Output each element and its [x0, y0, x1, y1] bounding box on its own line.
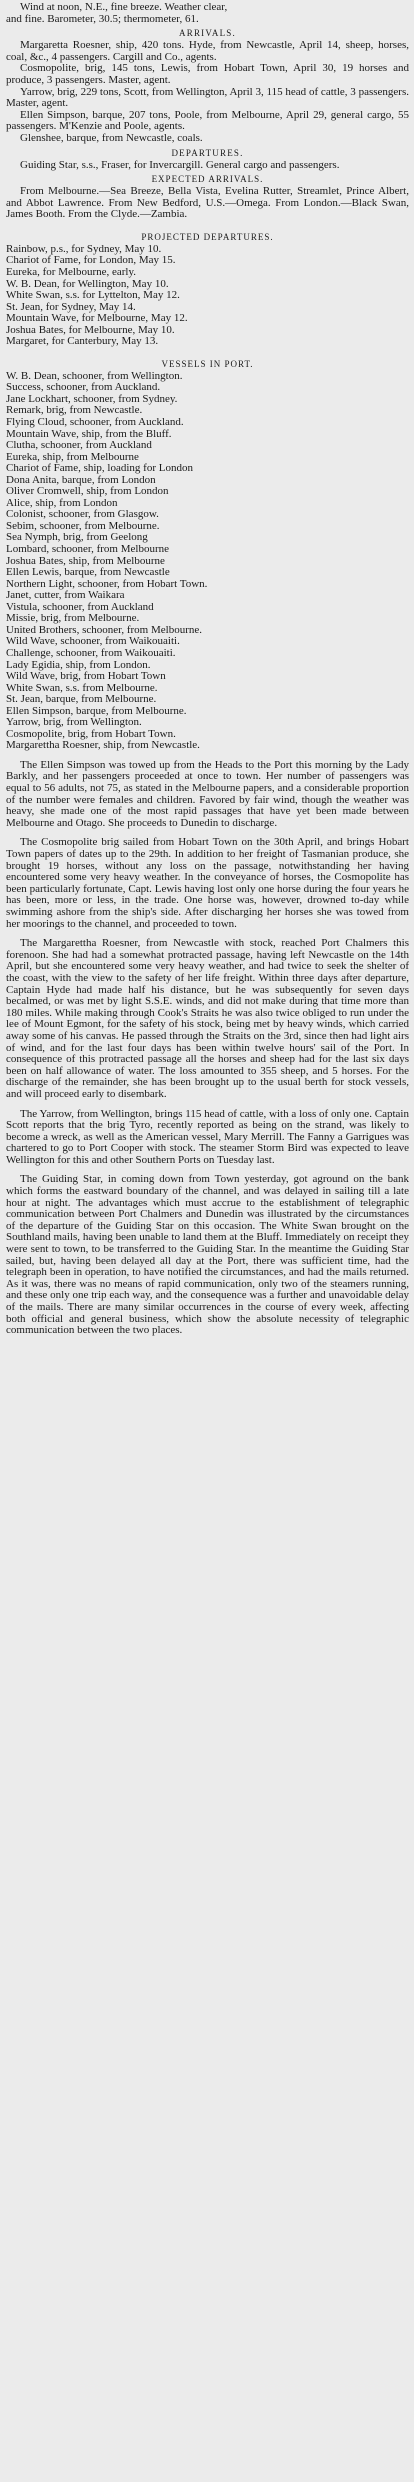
vessel-item: Wild Wave, brig, from Hobart Town [6, 671, 166, 683]
vessel-item: Sea Nymph, brig, from Geelong [6, 532, 148, 544]
arrival-entry: Glenshee, barque, from Newcastle, coals. [20, 131, 203, 144]
article-yarrow: The Yarrow, from Wellington, brings 115 head of cattle, with a loss of only one. Captain Scott reports that the brig Tyro, recently reported as being on the strand, was likely to become a wreck, as well as the American vessel, Mary Merrill. The Fanny a Garrigues was chartered to go to Port Cooper with stock. The steamer Storm Bird was expected to leave Wellington for this and other Southern Ports on Tuesday last. [6, 1107, 409, 1166]
article-guiding-star: The Guiding Star, in coming down from Town yesterday, got aground on the bank which forms the eastward boundary of the channel, and was delayed in sailing till a late hour at night. The advantages which must accrue to the establishment of telegraphic communication between Port Chalmers and Dunedin was illustrated by the circumstances of the departure of the Guiding Star on this occasion. The White Swan brought on the Southland mails, having been unable to land them at the Bluff. Immediately on receipt they were sent to town, to be transferred to the Guiding Star. In the meantime the Guiding Star sailed, but, having been delayed all day at the Port, there was sufficient time, had the telegraph been in operation, to have notified the circumstances, and had the mails returned. As it was, there was no means of rapid communication, only two of the steamers running, and these only one trip each way, and the consequence was a further and unavoidable delay of the mails. There are many similar occurrences in the course of every week, affecting both official and general business, which show the absolute necessity of telegraphic communication between the two places. [6, 1173, 409, 1337]
section-spacer [6, 221, 409, 229]
vessel-item: Dona Anita, barque, from London [6, 474, 156, 486]
departure-entry: Guiding Star, s.s., Fraser, for Invercargill. General cargo and passengers. [20, 158, 340, 171]
section-spacer [6, 348, 409, 356]
arrivals-heading: ARRIVALS. [179, 28, 236, 39]
vessel-item: Margarettha Roesner, ship, from Newcastle. [6, 740, 200, 752]
arrivals-list [6, 40, 409, 144]
vessel-item: United Brothers, schooner, from Melbourne. [6, 624, 202, 636]
vessel-item: Vistula, schooner, from Auckland [6, 601, 154, 613]
vessel-item: Ellen Simpson, barque, from Melbourne. [6, 705, 187, 717]
vessels-in-port-list [6, 371, 409, 752]
weather-report [6, 2, 409, 25]
article-margarettha-roesner: The Margarettha Roesner, from Newcastle with stock, reached Port Chalmers this forenoon. She had had a somewhat protracted passage, having left Newcastle on the 14th April, but she encountered some very heavy weather, and had twice to seek the shelter of the coast, with the view to the safety of her life freight. Within three days after departure, Captain Hyde had made half his distance, but he was subsequently for seven days becalmed, or was met by light S.S.E. winds, and did not make during that time more than 180 miles. While making through Cook's Straits he was also twice obliged to run under the lee of Mount Egmont, for the safety of his stock, being met by heavy winds, which carried away some of his canvas. He passed through the Straits on the 3rd, since then had light airs of wind, and for the last four days has been within twelve hours' sail of the Port. In consequence of this protracted passage all the horses and sheep had for the last six days been on half allowance of water. The loss amounted to 355 sheep, and 5 horses. For the discharge of the remainder, she has been brought up to the usual berth for stock vessels, and will proceed early to disembark. [6, 937, 409, 1100]
expected-arrivals-list [6, 186, 409, 221]
vessel-item: Mountain Wave, ship, from the Bluff. [6, 428, 172, 440]
shipping-news-articles [6, 760, 409, 1337]
vessel-item: Yarrow, brig, from Wellington. [6, 717, 142, 729]
vessel-item: Sebim, schooner, from Melbourne. [6, 520, 160, 532]
projected-departure-item: Joshua Bates, for Melbourne, May 10. [6, 324, 175, 336]
vessel-item: White Swan, s.s. from Melbourne. [6, 682, 158, 694]
arrival-entry: Cosmopolite, brig, 145 tons, Lewis, from Hobart Town, April 30, 19 horses and produce, 3 passengers. Master, agent. [6, 62, 409, 86]
expected-arrival-entry: From Melbourne.—Sea Breeze, Bella Vista, Evelina Rutter, Streamlet, Prince Albert, and Abbot Lawrence. From New Bedford, U.S.—Omega. From London.—Black Swan, James Booth. From the Clyde.—Zambia. [6, 185, 409, 221]
vessel-item: Oliver Cromwell, ship, from London [6, 486, 169, 498]
projected-departure-item: Eureka, for Melbourne, early. [6, 267, 137, 278]
vessel-item: Northern Light, schooner, from Hobart Town. [6, 578, 208, 590]
article-cosmopolite: The Cosmopolite brig sailed from Hobart Town on the 30th April, and brings Hobart Town papers of dates up to the 29th. In addition to her freight of Tasmanian produce, she brought 19 horses, without any loss on the passage, notwithstanding her having encountered some very heavy weather. In the conveyance of horses, the Cosmopolite has been particularly fortunate, Capt. Lewis having lost only one horse during the four years he has been, more or less, in the trade. One horse was, however, drowned to-day while swimming ashore from the ship's side. After discharging her horses she was towed from her moorings to the channel, and proceeded to town. [6, 836, 409, 930]
vessel-item: Joshua Bates, ship, from Melbourne [6, 555, 165, 567]
vessel-item: Clutha, schooner, from Auckland [6, 440, 152, 452]
departures-list [6, 160, 409, 172]
vessel-item: Ellen Lewis, barque, from Newcastle [6, 567, 170, 579]
arrival-entry: Ellen Simpson, barque, 207 tons, Poole, from Melbourne, April 29, general cargo, 55 passengers. M'Kenzie and Poole, agents. [6, 108, 409, 133]
projected-departure-item: Rainbow, p.s., for Sydney, May 10. [6, 243, 162, 255]
arrival-entry: Yarrow, brig, 229 tons, Scott, from Wellington, April 3, 115 head of cattle, 3 passengers. Master, agent. [6, 85, 409, 110]
projected-departures-heading: PROJECTED DEPARTURES. [141, 231, 274, 242]
vessel-item: Lady Egidia, ship, from London. [6, 659, 151, 671]
weather-line: and fine. Barometer, 30.5; thermometer, 61. [6, 13, 199, 25]
projected-departure-item: Mountain Wave, for Melbourne, May 12. [6, 313, 188, 325]
projected-departure-item: White Swan, s.s. for Lyttelton, May 12. [6, 290, 180, 302]
vessel-item: Success, schooner, from Auckland. [6, 382, 161, 394]
projected-departure-item: Margaret, for Canterbury, May 13. [6, 336, 159, 348]
vessel-item: Challenge, schooner, from Waikouaiti. [6, 647, 176, 659]
expected-arrivals-heading: EXPECTED ARRIVALS. [151, 174, 264, 185]
projected-departure-item: Chariot of Fame, for London, May 15. [6, 255, 176, 267]
vessel-item: W. B. Dean, schooner, from Wellington. [6, 370, 183, 382]
vessel-item: Lombard, schooner, from Melbourne [6, 544, 169, 556]
vessel-item: Cosmopolite, brig, from Hobart Town. [6, 728, 176, 740]
projected-departure-item: St. Jean, for Sydney, May 14. [6, 301, 136, 313]
departures-heading: DEPARTURES. [171, 147, 244, 158]
article-ellen-simpson: The Ellen Simpson was towed up from the Heads to the Port this morning by the Lady Barkly, and her passengers proceeded at once to town. Her number of passengers was equal to 56 adults, not 75, as stated in the Melbourne papers, and a considerable proportion of the number were females and children. Favored by fair wind, though the weather was heavy, she made one of the most rapid passages that have yet been made between Melbourne and Otago. She proceeds to Dunedin to discharge. [6, 758, 409, 829]
projected-departures-list [6, 244, 409, 348]
projected-departure-item: W. B. Dean, for Wellington, May 10. [6, 278, 169, 290]
vessel-item: Chariot of Fame, ship, loading for London [6, 463, 193, 475]
vessels-in-port-heading: VESSELS IN PORT. [161, 358, 254, 369]
vessel-item: Jane Lockhart, schooner, from Sydney. [6, 393, 178, 405]
vessel-item: Wild Wave, schooner, from Waikouaiti. [6, 636, 180, 648]
arrival-entry: Margaretta Roesner, ship, 420 tons. Hyde, from Newcastle, April 14, sheep, horses, coal, &c., 4 passengers. Cargill and Co., agents. [6, 39, 409, 63]
vessel-item: Remark, brig, from Newcastle. [6, 405, 143, 417]
vessel-item: Eureka, ship, from Melbourne [6, 451, 139, 463]
weather-line: Wind at noon, N.E., fine breeze. Weather clear, [20, 2, 228, 13]
vessel-item: Janet, cutter, from Waikara [6, 590, 125, 602]
vessel-item: St. Jean, barque, from Melbourne. [6, 694, 157, 706]
vessel-item: Alice, ship, from London [6, 497, 118, 509]
vessel-item: Missie, brig, from Melbourne. [6, 613, 140, 625]
vessel-item: Colonist, schooner, from Glasgow. [6, 509, 159, 521]
vessel-item: Flying Cloud, schooner, from Auckland. [6, 417, 184, 429]
